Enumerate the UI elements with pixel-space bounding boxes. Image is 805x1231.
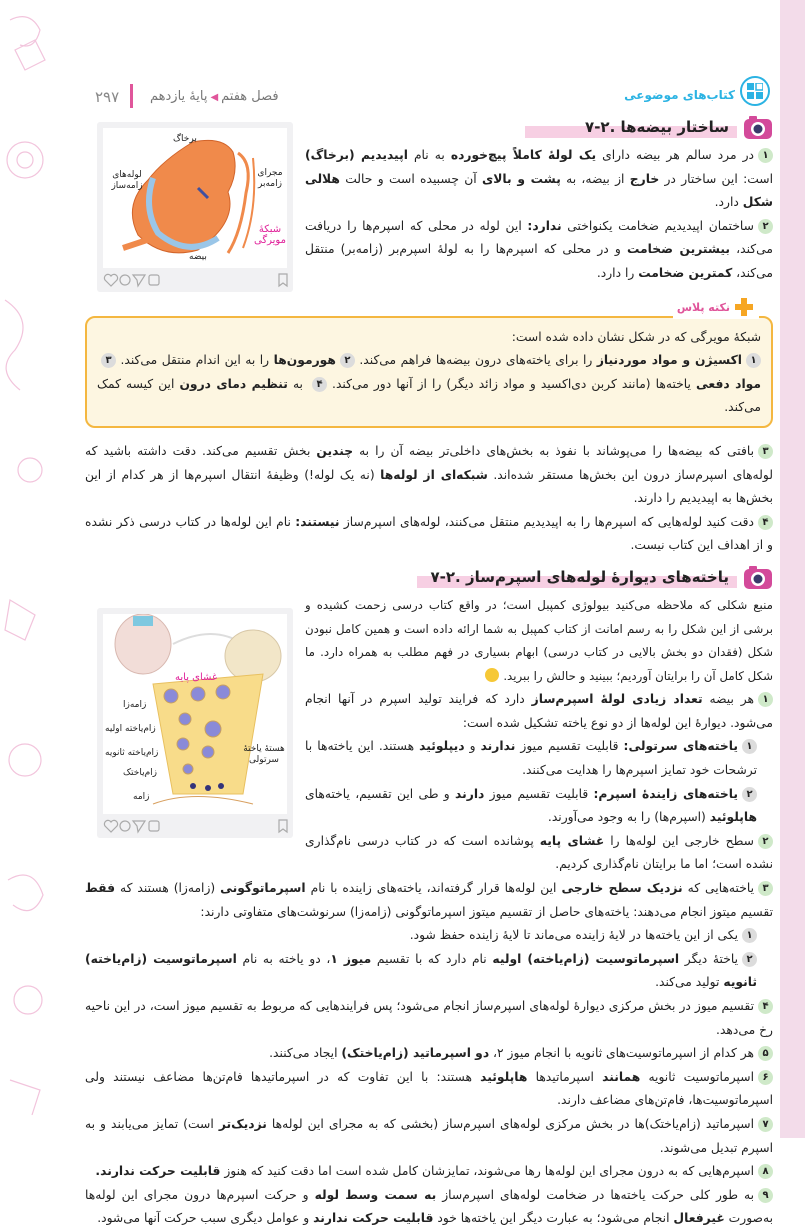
list-item xyxy=(85,1042,773,1066)
label-spermatogonia: زامه‌زا xyxy=(123,699,147,710)
body-text: یاخته‌ها (مانند کربن دی‌اکسید و مواد زائد دیگر) را از آنها دور می‌کند. xyxy=(327,376,696,391)
label-seminiferous-tubules: لوله‌های زامه‌ساز xyxy=(111,170,143,191)
page-content xyxy=(85,112,773,1231)
emphasis-text: غشای پایه xyxy=(539,833,605,848)
body-text: یاخته‌هایی که xyxy=(682,881,754,896)
body-text: سطح خارجی این لوله‌ها را xyxy=(604,833,754,848)
body-text: اسپرم‌هایی که به درون مجرای این لوله‌ها رها می‌شوند، تمایزشان کامل شده است اما دقت کنید که هنوز xyxy=(220,1164,754,1179)
body-text: اسپرماتوسیت ثانویه xyxy=(640,1069,754,1084)
body-text: و در محلی که اسپرم‌ها را به لولهٔ اسپرم‌بر (زامه‌بر) منتقل می‌کند، xyxy=(305,242,773,280)
body-text: قابلیت تقسیم میوز xyxy=(515,739,624,754)
body-text: تولید می‌کند. xyxy=(655,975,724,990)
bookmark-icon xyxy=(279,820,287,832)
brand-name: کتاب‌های موضوعی xyxy=(624,88,735,102)
decorative-doodles xyxy=(0,0,70,1138)
emphasis-text: بیشترین ضخامت xyxy=(627,242,731,257)
social-icons xyxy=(97,814,293,838)
list-item xyxy=(85,1113,773,1160)
label-secondary-spermatocyte: زام‌یاخته ثانویه xyxy=(105,747,159,758)
section-number: ۷-۲. xyxy=(430,567,461,586)
emphasis-text: غیرفعال xyxy=(673,1211,725,1226)
body-text: دارد. xyxy=(714,195,743,210)
figure-action-bar xyxy=(97,814,293,838)
body-text: نام دارد که با تقسیم xyxy=(371,951,493,966)
tip-label-text: نکته پلاس xyxy=(676,300,730,314)
label-sertoli-nucleus: هستهٔ یاختهٔ سرتولی xyxy=(243,743,285,765)
item-number-badge: ۲ xyxy=(758,834,773,849)
list-item xyxy=(85,877,773,924)
item-number-badge: ۴ xyxy=(312,377,327,392)
emphasis-text: اسپرماتوسیت (زام‌یاخته) اولیه xyxy=(492,951,680,966)
body-text: به xyxy=(287,376,309,391)
camera-icon xyxy=(743,114,773,140)
label-sperm: زامه xyxy=(133,791,150,802)
emphasis-text: میوز ۱ xyxy=(330,951,372,966)
emphasis-text: قابلیت حرکت ندارند xyxy=(313,1211,434,1226)
list-item xyxy=(85,995,773,1042)
item-number-badge: ۲ xyxy=(758,219,773,234)
item-number-badge: ۱ xyxy=(758,692,773,707)
reels-icon xyxy=(149,821,159,831)
emphasis-text: فقط xyxy=(85,881,116,896)
body-text: و عوامل دیگری سبب حرکت آنها می‌شود. xyxy=(97,1211,314,1226)
body-text: یکی از این یاخته‌ها در لایهٔ زاینده می‌ماند تا لایهٔ زاینده حفظ شود. xyxy=(409,928,738,943)
emphasis-text: مواد دفعی xyxy=(695,376,761,391)
heart-icon xyxy=(104,274,117,286)
body-text: (نه یک لوله!) وظیفهٔ انتقال اسپرم‌ها از هر کدام از این بخش‌ها به اپیدیدیم را دارند. xyxy=(85,467,773,506)
emphasis-text: هلالی شکل xyxy=(305,171,773,210)
body-text: اسپرماتید (زام‌یاختک)‌ها در بخش مرکزی لوله‌های اسپرم‌ساز (بخشی که به مجرای این لوله‌ها xyxy=(266,1116,755,1131)
emphasis-text: یاخته‌های زایندهٔ اسپرم: xyxy=(593,786,738,801)
breadcrumb xyxy=(150,89,279,104)
header-divider xyxy=(130,84,133,108)
body-text: این کیسه کمک می‌کند. xyxy=(97,376,761,415)
brand xyxy=(624,76,770,106)
list-item xyxy=(85,1184,773,1231)
emphasis-text: کمترین ضخامت xyxy=(638,265,733,280)
list-item xyxy=(85,1160,773,1184)
smile-emoji-icon xyxy=(485,668,499,682)
body-text: ساختمان اپیدیدیم ضخامت یکنواختی xyxy=(561,218,754,233)
section-title-text: ساختار بیضه‌ها xyxy=(620,118,729,136)
body-text: هستند: با این تفاوت که در اسپرماتیدها فام‌تن‌ها مضاعف نیستند ولی اسپرماتوسیت‌ها، فام‌تن‌های مضاعف دارند. xyxy=(85,1069,773,1108)
sub-list-item xyxy=(85,948,773,995)
emphasis-text: اسپرماتوسیت (زام‌یاخته) ثانویه xyxy=(85,951,757,990)
body-text: را به این اندام منتقل می‌کند. xyxy=(116,353,274,368)
body-text: انجام می‌شود؛ به عبارت دیگر این یاخته‌ها خود xyxy=(433,1211,674,1226)
breadcrumb-chapter: فصل هفتم xyxy=(221,89,279,104)
item-number-badge: ۷ xyxy=(758,1117,773,1132)
body-text: دارد که فرایند تولید اسپرم در آنها انجام می‌شود. دیوارهٔ این لوله‌ها از دو نوع یاخته تشکیل شده است: xyxy=(305,692,773,730)
emphasis-text: تنظیم دمای درون xyxy=(179,376,288,391)
comment-icon xyxy=(120,275,130,285)
body-text: ، دو یاخته به نام xyxy=(236,951,331,966)
item-number-badge: ۲ xyxy=(340,353,355,368)
item-number-badge: ۶ xyxy=(758,1070,773,1085)
emphasis-text: اپیدیدیم (برخاگ) xyxy=(305,148,408,162)
body-text: و xyxy=(464,739,481,754)
emphasis-text: چندین xyxy=(316,443,354,458)
body-text: یاختهٔ دیگر xyxy=(679,951,738,966)
social-icons xyxy=(97,268,293,292)
emphasis-text: اسپرماتوگونی xyxy=(220,881,306,896)
page-header xyxy=(90,84,780,114)
body-text: ایجاد می‌کنند. xyxy=(269,1046,342,1061)
body-text: قابلیت تقسیم میوز xyxy=(484,786,594,801)
item-number-badge: ۵ xyxy=(758,1046,773,1061)
item-number-badge: ۲ xyxy=(742,952,757,967)
page-number: ۲۹۷ xyxy=(95,88,120,106)
camera-icon xyxy=(743,564,773,590)
body-text: بافتی که بیضه‌ها را می‌پوشاند با نفوذ به بخش‌های داخلی‌تر بیضه آن را به xyxy=(353,443,754,458)
emphasis-text: پشت و بالای xyxy=(482,171,561,186)
emphasis-text: دو اسپرماتید (زام‌یاختک) xyxy=(341,1046,490,1061)
breadcrumb-grade: پایهٔ یازدهم xyxy=(150,89,208,104)
section-heading-tubule-wall-cells xyxy=(85,562,773,592)
list-item xyxy=(85,1066,773,1113)
emphasis-text: هورمون‌ها xyxy=(273,353,336,368)
section-title-text: یاخته‌های دیوارهٔ لوله‌های اسپرم‌ساز xyxy=(465,567,729,586)
tubule-illustration xyxy=(103,614,287,814)
testis-illustration xyxy=(103,128,287,268)
emphasis-text: اکسیژن و مواد موردنیاز xyxy=(596,353,743,368)
send-icon xyxy=(133,275,145,286)
label-vas-deferens: مجرای زامه‌بر xyxy=(257,168,283,189)
sub-list-item xyxy=(85,924,773,948)
body-text: را دارد. xyxy=(596,265,639,280)
section-number: ۷-۲. xyxy=(585,118,616,136)
item-number-badge: ۱ xyxy=(742,739,757,754)
emphasis-text: به سمت وسط لوله xyxy=(314,1187,437,1202)
emphasis-text: هاپلوئید xyxy=(480,1069,528,1084)
section-title xyxy=(525,116,737,138)
section2-intro-text: منبع شکلی که ملاحظه می‌کنید بیولوژی کمپبل است؛ در واقع کتاب درسی زحمت کشیده و برشی از این شکل را به رسم امانت از کتاب کمپبل به شما ارائه داده است و همین کامل نبودن شکل (فقدان دو بخش بالایی در کتاب درسی) ابهام بسیاری در فهم مطلب به همراه دارد. ما شکل کامل آن را برایتان آوردیم؛ ببینید و حالش را ببرید. xyxy=(305,597,773,683)
item-number-badge: ۴ xyxy=(758,515,773,530)
grid-logo-icon xyxy=(740,76,770,106)
label-basement-membrane: غشای پایه xyxy=(175,671,218,683)
body-text: از بیضه، به xyxy=(560,171,630,186)
body-text: تقسیم میوز در بخش مرکزی دیوارهٔ لوله‌های اسپرم‌ساز انجام می‌شود؛ پس فرایندهایی که مربوط به تقسیم میوز است، در این ناحیه رخ می‌دهد. xyxy=(85,999,773,1037)
item-number-badge: ۳ xyxy=(101,353,116,368)
tip-intro: شبکهٔ مویرگی که در شکل نشان داده شده است: xyxy=(511,329,761,344)
emphasis-text: نزدیک‌تر xyxy=(218,1116,267,1131)
label-spermatid: زام‌یاختک xyxy=(123,767,158,778)
emphasis-text: نزدیک سطح خارجی xyxy=(561,881,683,896)
list-item xyxy=(85,511,773,558)
tip-body xyxy=(97,349,761,420)
item-number-badge: ۲ xyxy=(742,787,757,802)
body-text: و طی این تقسیم، یاخته‌های xyxy=(305,786,456,801)
item-number-badge: ۴ xyxy=(758,999,773,1014)
body-text: را برای یاخته‌های درون بیضه‌ها فراهم می‌کند. xyxy=(354,353,597,368)
emphasis-text: ندارند xyxy=(480,739,516,754)
body-text: تقسیم میتوز انجام می‌دهند: یاخته‌های حاصل از تقسیم میتوز اسپرماتوگونی (زامه‌زا) سرنوشت‌های متفاوتی دارند: xyxy=(200,904,773,919)
emphasis-text: ندارد: xyxy=(527,218,562,233)
reels-icon xyxy=(149,275,159,285)
figure-action-bar xyxy=(97,268,293,292)
send-icon xyxy=(133,821,145,832)
body-text: هر کدام از اسپرماتوسیت‌های ثانویه با انجام میوز ۲، xyxy=(489,1046,754,1061)
tip-box xyxy=(85,300,773,428)
bookmark-icon xyxy=(279,274,287,286)
plus-icon xyxy=(733,296,755,318)
body-text: به نام xyxy=(407,148,451,162)
body-text: پوشانده است که در کتاب درسی نام‌گذاری نشده است؛ اما ما برایتان نام‌گذاری کردیم. xyxy=(305,833,773,872)
body-text: هستند. این یاخته‌ها با ترشحات خود تمایز اسپرم‌ها را هدایت می‌کنند. xyxy=(305,739,757,778)
item-number-badge: ۱ xyxy=(742,928,757,943)
body-text: دقت کنید لوله‌هایی که اسپرم‌ها را به اپیدیدیم منتقل می‌کنند، لوله‌های اسپرم‌ساز xyxy=(339,514,754,529)
comment-icon xyxy=(120,821,130,831)
emphasis-text: هاپلوئید xyxy=(709,810,757,825)
body-text: (زامه‌زا) هستند که xyxy=(115,881,221,896)
emphasis-text: شبکه‌ای از لوله‌ها xyxy=(380,467,488,482)
body-text: و حرکت اسپرم‌ها درون مجرای این لوله‌ها به‌صورت xyxy=(85,1187,773,1226)
label-testis: بیضه xyxy=(189,252,207,262)
heart-icon xyxy=(104,820,117,832)
item-number-badge: ۹ xyxy=(758,1188,773,1203)
body-text: هر بیضه xyxy=(702,692,754,707)
body-text: است) تمایز می‌یابند و به اسپرم تبدیل می‌شوند. xyxy=(85,1116,773,1155)
emphasis-text: تعداد زیادی لولهٔ اسپرم‌ساز xyxy=(531,692,703,707)
body-text: این لوله‌ها قرار گرفته‌اند، یاخته‌های زاینده با نام xyxy=(305,881,562,896)
item-number-badge: ۳ xyxy=(758,444,773,459)
body-text: در مرد سالم هر بیضه دارای xyxy=(596,148,754,162)
emphasis-text: خارج xyxy=(629,171,660,186)
figure-seminiferous-tubule xyxy=(97,608,293,838)
list-item xyxy=(85,440,773,511)
emphasis-text: نیستند: xyxy=(295,514,340,529)
body-text: بخش تقسیم می‌کند. دقت داشته باشید که لوله‌های اسپرم‌ساز درون این بخش‌ها مستقر شده‌اند. xyxy=(85,443,773,482)
body-text: است: این ساختار در xyxy=(659,171,774,186)
emphasis-text: یک لولهٔ کاملاً پیچ‌خورده xyxy=(450,148,597,162)
label-primary-spermatocyte: زام‌یاخته اولیه xyxy=(105,723,156,734)
figure-testis xyxy=(97,122,293,292)
body-text: به طور کلی حرکت یاخته‌ها در ضخامت لوله‌های اسپرم‌ساز xyxy=(436,1187,755,1202)
label-epididymis: برخاگ xyxy=(173,134,197,144)
emphasis-text: یاخته‌های سرتولی: xyxy=(623,739,738,754)
emphasis-text: دارند xyxy=(455,786,485,801)
body-text: نام این لوله‌ها در کتاب درسی ذکر نشده و از اهداف این کتاب نیست. xyxy=(85,514,773,553)
tubule-drawing xyxy=(103,614,287,814)
emphasis-text: همانند xyxy=(602,1069,641,1084)
section1-more xyxy=(85,440,773,558)
item-number-badge: ۱ xyxy=(758,148,773,163)
triangle-icon: ◀ xyxy=(210,92,219,103)
label-capillary-network: شبکهٔ مویرگی xyxy=(254,224,286,246)
section-title xyxy=(417,566,737,588)
item-number-badge: ۱ xyxy=(746,353,761,368)
item-number-badge: ۳ xyxy=(758,881,773,896)
body-text: آن چسبیده است و حالت xyxy=(339,171,482,186)
body-text: اسپرماتیدها xyxy=(527,1069,603,1084)
emphasis-text: قابلیت حرکت ندارند. xyxy=(95,1164,221,1179)
emphasis-text: دیپلوئید xyxy=(419,739,465,754)
page-edge-band xyxy=(780,0,805,1138)
item-number-badge: ۸ xyxy=(758,1164,773,1179)
body-text: (اسپرم‌ها) را به وجود می‌آورند. xyxy=(547,810,710,825)
tip-label xyxy=(673,296,759,320)
body-text: این لوله در محلی که اسپرم‌ها را دریافت می‌کند، xyxy=(305,218,773,257)
testis-drawing xyxy=(103,128,287,268)
